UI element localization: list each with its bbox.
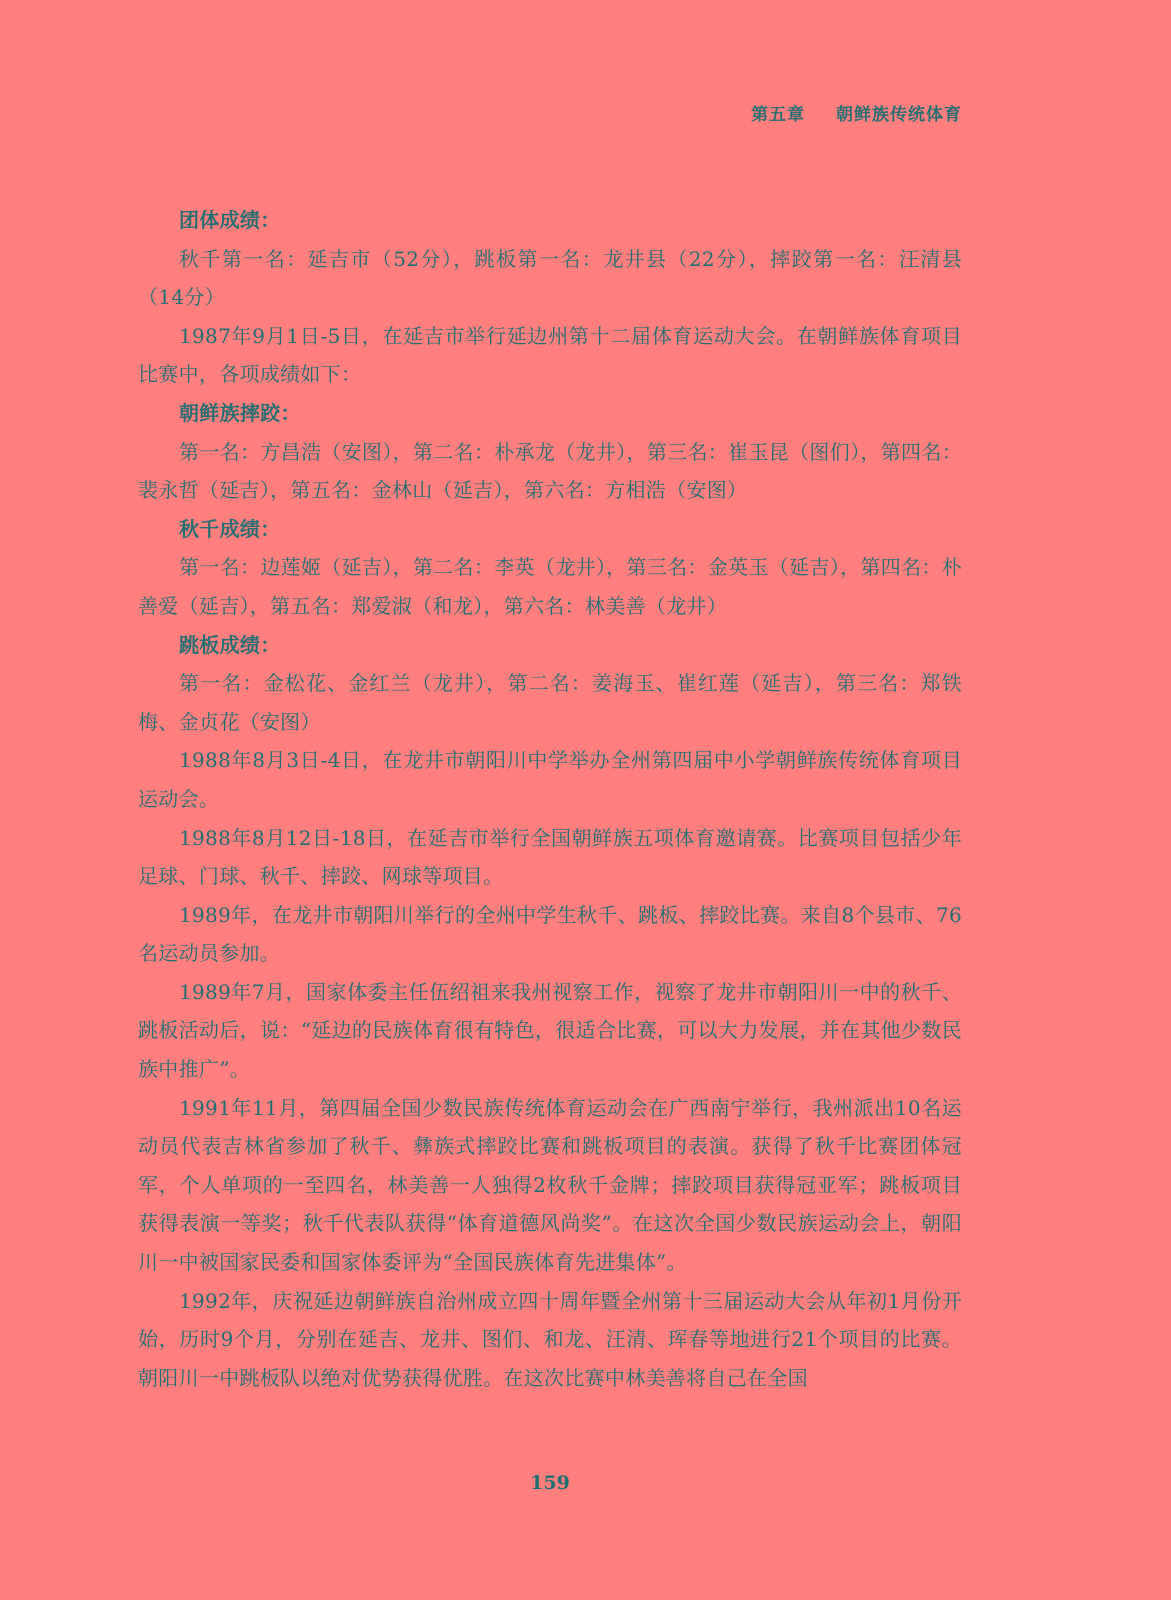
paragraph: 第一名：方昌浩（安图），第二名：朴承龙（龙井），第三名：崔玉昆（图们），第四名：裴永哲（延吉），第五名：金林山（延吉），第六名：方相浩（安图） (138, 439, 962, 503)
paragraph: 1989年，在龙井市朝阳川举行的全州中学生秋千、跳板、摔跤比赛。来自8个县市、76名运动员参加。 (138, 902, 962, 966)
page-number: 159 (530, 1472, 570, 1494)
paragraph: 第一名：边莲姬（延吉），第二名：李英（龙井），第三名：金英玉（延吉），第四名：朴善爱（延吉），第五名：郑爱淑（和龙），第六名：林美善（龙井） (138, 555, 962, 618)
chapter-label: 第五章 (751, 105, 806, 125)
section-heading-swing: 秋千成绩： (179, 516, 281, 541)
chapter-title: 朝鲜族传统体育 (836, 105, 962, 125)
section-heading-wrestling: 朝鲜族摔跤： (179, 400, 301, 425)
paragraph: 1987年9月1日-5日，在延吉市举行延边州第十二届体育运动大会。在朝鲜族体育项目比赛中，各项成绩如下： (138, 323, 962, 387)
section-heading-team-results: 团体成绩： (179, 208, 281, 232)
paragraph: 1991年11月，第四届全国少数民族传统体育运动会在广西南宁举行，我州派出10名运动员代表吉林省参加了秋千、彝族式摔跤比赛和跳板项目的表演。获得了秋千比赛团体冠军，个人单项的一至四名，林美善一人独得2枚秋千金牌；摔跤项目获得冠亚军；跳板项目获得表演一等奖；秋千代表队获得“体育道德风尚奖”。在这次全国少数民族运动会上，朝阳川一中被国家民委和国家体委评为“全国民族体育先进集体”。 (138, 1095, 962, 1275)
paragraph: 1988年8月12日-18日，在延吉市举行全国朝鲜族五项体育邀请赛。比赛项目包括少年足球、门球、秋千、摔跤、网球等项目。 (138, 825, 962, 889)
body-text (138, 201, 962, 1397)
paragraph: 秋千第一名：延吉市（52分），跳板第一名：龙井县（22分），摔跤第一名：汪清县（14分） (138, 246, 962, 310)
paragraph: 第一名：金松花、金红兰（龙井），第二名：姜海玉、崔红莲（延吉），第三名：郑铁梅、金贞花（安图） (138, 671, 962, 734)
paragraph: 1989年7月，国家体委主任伍绍祖来我州视察工作，视察了龙井市朝阳川一中的秋千、跳板活动后，说：“延边的民族体育很有特色，很适合比赛，可以大力发展，并在其他少数民族中推广”。 (138, 979, 962, 1082)
paragraph: 1992年，庆祝延边朝鲜族自治州成立四十周年暨全州第十三届运动大会从年初1月份开始，历时9个月，分别在延吉、龙井、图们、和龙、汪清、珲春等地进行21个项目的比赛。朝阳川一中跳板队以绝对优势获得优胜。在这次比赛中林美善将自己在全国 (138, 1288, 962, 1390)
paragraph: 1988年8月3日-4日，在龙井市朝阳川中学举办全州第四届中小学朝鲜族传统体育项目运动会。 (138, 748, 962, 811)
section-heading-seesaw: 跳板成绩： (179, 632, 281, 657)
running-header (751, 100, 962, 125)
